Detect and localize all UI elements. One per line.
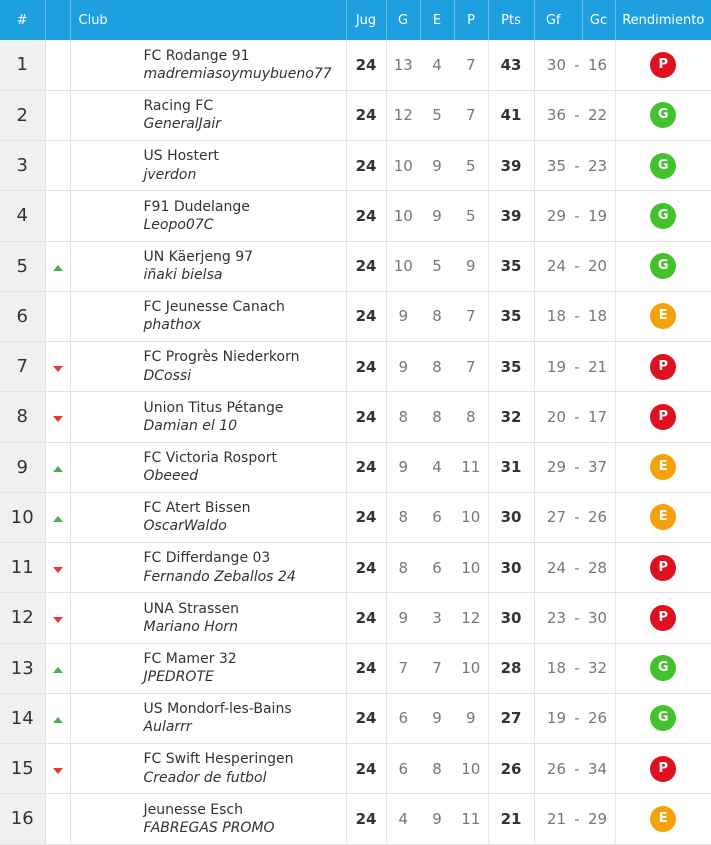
draws: 9	[420, 693, 454, 743]
draws: 9	[420, 141, 454, 191]
team-name[interactable]: UNA Strassen	[143, 600, 240, 617]
position: 16	[0, 794, 45, 844]
goals-separator: -	[572, 392, 582, 442]
played: 24	[346, 342, 386, 392]
played: 24	[346, 241, 386, 291]
wins: 13	[386, 40, 420, 90]
wins: 10	[386, 141, 420, 191]
wins: 9	[386, 442, 420, 492]
manager-name[interactable]: OscarWaldo	[143, 518, 227, 535]
wins: 4	[386, 794, 420, 844]
points: 21	[488, 794, 534, 844]
points: 35	[488, 342, 534, 392]
goals-separator: -	[572, 492, 582, 542]
position: 1	[0, 40, 45, 90]
points: 35	[488, 241, 534, 291]
goals-against: 21	[582, 342, 615, 392]
performance-cell	[615, 241, 711, 291]
points: 32	[488, 392, 534, 442]
trend-cell	[45, 241, 70, 291]
goals-separator: -	[572, 90, 582, 140]
manager-name[interactable]: Obeeed	[143, 468, 199, 485]
trend-cell	[45, 191, 70, 241]
team-name[interactable]: F91 Dudelange	[143, 198, 250, 215]
position: 9	[0, 442, 45, 492]
draws: 5	[420, 90, 454, 140]
club-cell	[70, 442, 346, 492]
trend-cell	[45, 643, 70, 693]
team-name[interactable]: FC Victoria Rosport	[143, 449, 278, 466]
header-row	[0, 0, 711, 40]
performance-badge[interactable]: P	[650, 52, 676, 78]
club-cell	[70, 191, 346, 241]
performance-cell	[615, 392, 711, 442]
draws: 4	[420, 442, 454, 492]
trend-down-icon	[53, 768, 63, 774]
wins: 12	[386, 90, 420, 140]
played: 24	[346, 392, 386, 442]
team-name[interactable]: FC Progrès Niederkorn	[143, 349, 300, 366]
goals-separator: -	[572, 442, 582, 492]
club-cell	[70, 744, 346, 794]
manager-name[interactable]: DCossi	[143, 367, 192, 384]
performance-cell	[615, 141, 711, 191]
losses: 7	[454, 40, 488, 90]
goals-against: 28	[582, 543, 615, 593]
goals-for: 23	[534, 593, 572, 643]
position: 15	[0, 744, 45, 794]
trend-cell	[45, 543, 70, 593]
losses: 7	[454, 90, 488, 140]
goals-separator: -	[572, 643, 582, 693]
team-name[interactable]: Racing FC	[143, 98, 214, 115]
manager-name[interactable]: Leopo07C	[143, 216, 214, 233]
draws: 9	[420, 794, 454, 844]
points: 30	[488, 593, 534, 643]
manager-name[interactable]: GeneralJair	[143, 116, 222, 133]
points: 43	[488, 40, 534, 90]
performance-badge[interactable]: G	[650, 705, 676, 731]
trend-down-icon	[53, 617, 63, 623]
performance-cell	[615, 643, 711, 693]
points: 35	[488, 291, 534, 341]
points: 41	[488, 90, 534, 140]
goals-against: 29	[582, 794, 615, 844]
losses: 7	[454, 342, 488, 392]
team-name[interactable]: Jeunesse Esch	[143, 801, 243, 818]
club-cell	[70, 342, 346, 392]
performance-badge[interactable]: P	[650, 756, 676, 782]
table-row[interactable]	[0, 40, 711, 90]
played: 24	[346, 593, 386, 643]
draws: 6	[420, 492, 454, 542]
performance-cell	[615, 442, 711, 492]
goals-against: 16	[582, 40, 615, 90]
position: 5	[0, 241, 45, 291]
trend-down-icon	[53, 416, 63, 422]
manager-name[interactable]: Damian el 10	[143, 417, 238, 434]
played: 24	[346, 291, 386, 341]
losses: 11	[454, 794, 488, 844]
club-cell	[70, 40, 346, 90]
team-name[interactable]: FC Atert Bissen	[143, 500, 251, 517]
losses: 10	[454, 643, 488, 693]
goals-for: 24	[534, 241, 572, 291]
goals-for: 20	[534, 392, 572, 442]
club-cell	[70, 141, 346, 191]
table-row[interactable]	[0, 543, 711, 593]
performance-badge[interactable]: P	[650, 354, 676, 380]
wins: 9	[386, 593, 420, 643]
draws: 5	[420, 241, 454, 291]
position: 3	[0, 141, 45, 191]
trend-cell	[45, 744, 70, 794]
goals-for: 36	[534, 90, 572, 140]
team-name[interactable]: FC Swift Hesperingen	[143, 751, 294, 768]
table-row[interactable]	[0, 90, 711, 140]
wins: 9	[386, 291, 420, 341]
goals-separator: -	[572, 241, 582, 291]
performance-badge[interactable]: E	[650, 504, 676, 530]
goals-for: 26	[534, 744, 572, 794]
club-cell	[70, 90, 346, 140]
points: 26	[488, 744, 534, 794]
table-row[interactable]	[0, 693, 711, 743]
table-row[interactable]	[0, 593, 711, 643]
club-cell	[70, 492, 346, 542]
points: 28	[488, 643, 534, 693]
header-gc[interactable]: Gc	[582, 0, 615, 40]
header-jug[interactable]: Jug	[346, 0, 386, 40]
table-row[interactable]	[0, 744, 711, 794]
played: 24	[346, 794, 386, 844]
played: 24	[346, 643, 386, 693]
trend-cell	[45, 342, 70, 392]
goals-separator: -	[572, 543, 582, 593]
goals-against: 18	[582, 291, 615, 341]
trend-up-icon	[53, 466, 63, 472]
trend-up-icon	[53, 265, 63, 271]
position: 7	[0, 342, 45, 392]
team-name[interactable]: US Mondorf-les-Bains	[143, 701, 292, 718]
trend-up-icon	[53, 717, 63, 723]
wins: 6	[386, 744, 420, 794]
header-gap	[572, 0, 582, 40]
draws: 6	[420, 543, 454, 593]
draws: 3	[420, 593, 454, 643]
table-row[interactable]	[0, 442, 711, 492]
goals-against: 32	[582, 643, 615, 693]
position: 4	[0, 191, 45, 241]
table-row[interactable]	[0, 643, 711, 693]
trend-cell	[45, 141, 70, 191]
position: 10	[0, 492, 45, 542]
draws: 8	[420, 744, 454, 794]
played: 24	[346, 442, 386, 492]
header-club[interactable]: Club	[70, 0, 346, 40]
played: 24	[346, 693, 386, 743]
goals-separator: -	[572, 693, 582, 743]
trend-cell	[45, 593, 70, 643]
performance-badge[interactable]: E	[650, 454, 676, 480]
position: 6	[0, 291, 45, 341]
team-name[interactable]: FC Jeunesse Canach	[143, 299, 285, 316]
wins: 9	[386, 342, 420, 392]
wins: 10	[386, 241, 420, 291]
trend-cell	[45, 90, 70, 140]
goals-against: 17	[582, 392, 615, 442]
goals-against: 20	[582, 241, 615, 291]
goals-for: 21	[534, 794, 572, 844]
goals-against: 26	[582, 693, 615, 743]
position: 11	[0, 543, 45, 593]
wins: 8	[386, 492, 420, 542]
goals-separator: -	[572, 291, 582, 341]
trend-cell	[45, 492, 70, 542]
manager-name[interactable]: JPEDROTE	[143, 669, 214, 686]
draws: 8	[420, 392, 454, 442]
performance-badge[interactable]: G	[650, 203, 676, 229]
goals-against: 19	[582, 191, 615, 241]
goals-for: 30	[534, 40, 572, 90]
position: 2	[0, 90, 45, 140]
performance-cell	[615, 90, 711, 140]
wins: 6	[386, 693, 420, 743]
trend-cell	[45, 291, 70, 341]
performance-cell	[615, 693, 711, 743]
header-e[interactable]: E	[420, 0, 454, 40]
table-row[interactable]	[0, 794, 711, 844]
losses: 10	[454, 543, 488, 593]
trend-cell	[45, 392, 70, 442]
team-name[interactable]: Union Titus Pétange	[143, 399, 284, 416]
goals-separator: -	[572, 593, 582, 643]
performance-badge[interactable]: P	[650, 404, 676, 430]
table-row[interactable]	[0, 191, 711, 241]
position: 12	[0, 593, 45, 643]
played: 24	[346, 40, 386, 90]
goals-for: 35	[534, 141, 572, 191]
performance-cell	[615, 40, 711, 90]
performance-cell	[615, 342, 711, 392]
played: 24	[346, 141, 386, 191]
manager-name[interactable]: phathox	[143, 317, 202, 334]
team-name[interactable]: UN Käerjeng 97	[143, 248, 254, 265]
position: 14	[0, 693, 45, 743]
performance-badge[interactable]: E	[650, 303, 676, 329]
trend-down-icon	[53, 567, 63, 573]
table-row[interactable]	[0, 492, 711, 542]
points: 39	[488, 141, 534, 191]
manager-name[interactable]: jverdon	[143, 166, 197, 183]
manager-name[interactable]: FABREGAS PROMO	[143, 819, 275, 836]
table-row[interactable]	[0, 291, 711, 341]
performance-badge[interactable]: P	[650, 555, 676, 581]
goals-for: 24	[534, 543, 572, 593]
performance-badge[interactable]: E	[650, 806, 676, 832]
club-cell	[70, 392, 346, 442]
performance-cell	[615, 191, 711, 241]
played: 24	[346, 543, 386, 593]
losses: 7	[454, 291, 488, 341]
goals-for: 27	[534, 492, 572, 542]
losses: 9	[454, 693, 488, 743]
team-name[interactable]: FC Mamer 32	[143, 650, 237, 667]
performance-cell	[615, 543, 711, 593]
wins: 8	[386, 543, 420, 593]
manager-name[interactable]: Creador de futbol	[143, 769, 267, 786]
trend-down-icon	[53, 366, 63, 372]
goals-separator: -	[572, 342, 582, 392]
manager-name[interactable]: madremiasoymuybueno77	[143, 65, 332, 82]
wins: 10	[386, 191, 420, 241]
losses: 5	[454, 191, 488, 241]
manager-name[interactable]: Aularrr	[143, 719, 192, 736]
draws: 4	[420, 40, 454, 90]
team-name[interactable]: FC Differdange 03	[143, 550, 271, 567]
losses: 10	[454, 492, 488, 542]
performance-badge[interactable]: G	[650, 655, 676, 681]
club-cell	[70, 643, 346, 693]
goals-separator: -	[572, 191, 582, 241]
played: 24	[346, 492, 386, 542]
performance-badge[interactable]: G	[650, 102, 676, 128]
points: 31	[488, 442, 534, 492]
goals-against: 30	[582, 593, 615, 643]
trend-cell	[45, 693, 70, 743]
performance-cell	[615, 744, 711, 794]
position: 8	[0, 392, 45, 442]
club-cell	[70, 693, 346, 743]
club-cell	[70, 291, 346, 341]
goals-against: 22	[582, 90, 615, 140]
goals-against: 23	[582, 141, 615, 191]
club-cell	[70, 794, 346, 844]
trend-cell	[45, 442, 70, 492]
draws: 7	[420, 643, 454, 693]
points: 30	[488, 543, 534, 593]
performance-cell	[615, 291, 711, 341]
draws: 8	[420, 291, 454, 341]
manager-name[interactable]: Mariano Horn	[143, 618, 238, 635]
wins: 8	[386, 392, 420, 442]
goals-against: 37	[582, 442, 615, 492]
trend-cell	[45, 794, 70, 844]
position: 13	[0, 643, 45, 693]
losses: 12	[454, 593, 488, 643]
manager-name[interactable]: iñaki bielsa	[143, 267, 223, 284]
header-p[interactable]: P	[454, 0, 488, 40]
header-trend	[45, 0, 70, 40]
played: 24	[346, 90, 386, 140]
club-cell	[70, 543, 346, 593]
losses: 9	[454, 241, 488, 291]
points: 39	[488, 191, 534, 241]
losses: 5	[454, 141, 488, 191]
goals-for: 19	[534, 693, 572, 743]
club-cell	[70, 593, 346, 643]
team-name[interactable]: US Hostert	[143, 148, 219, 165]
goals-separator: -	[572, 40, 582, 90]
trend-cell	[45, 40, 70, 90]
table-row[interactable]	[0, 342, 711, 392]
goals-against: 34	[582, 744, 615, 794]
goals-against: 26	[582, 492, 615, 542]
header-pts[interactable]: Pts	[488, 0, 534, 40]
played: 24	[346, 744, 386, 794]
table-row[interactable]	[0, 392, 711, 442]
wins: 7	[386, 643, 420, 693]
goals-for: 29	[534, 191, 572, 241]
draws: 8	[420, 342, 454, 392]
team-name[interactable]: FC Rodange 91	[143, 47, 250, 64]
goals-for: 19	[534, 342, 572, 392]
performance-cell	[615, 492, 711, 542]
goals-separator: -	[572, 141, 582, 191]
goals-for: 29	[534, 442, 572, 492]
performance-cell	[615, 593, 711, 643]
losses: 10	[454, 744, 488, 794]
performance-badge[interactable]: G	[650, 153, 676, 179]
trend-up-icon	[53, 667, 63, 673]
header-pos[interactable]: #	[0, 0, 45, 40]
goals-for: 18	[534, 643, 572, 693]
header-gf[interactable]: Gf	[545, 12, 561, 28]
club-cell	[70, 241, 346, 291]
goals-for: 18	[534, 291, 572, 341]
table-row[interactable]	[0, 241, 711, 291]
manager-name[interactable]: Fernando Zeballos 24	[143, 568, 296, 585]
performance-badge[interactable]: P	[650, 605, 676, 631]
points: 27	[488, 693, 534, 743]
performance-cell	[615, 794, 711, 844]
goals-separator: -	[572, 794, 582, 844]
losses: 11	[454, 442, 488, 492]
goals-separator: -	[572, 744, 582, 794]
trend-up-icon	[53, 516, 63, 522]
draws: 9	[420, 191, 454, 241]
header-g[interactable]: G	[386, 0, 420, 40]
table-row[interactable]	[0, 141, 711, 191]
losses: 8	[454, 392, 488, 442]
played: 24	[346, 191, 386, 241]
header-rendimiento[interactable]: Rendimiento	[622, 12, 705, 28]
points: 30	[488, 492, 534, 542]
performance-badge[interactable]: G	[650, 253, 676, 279]
